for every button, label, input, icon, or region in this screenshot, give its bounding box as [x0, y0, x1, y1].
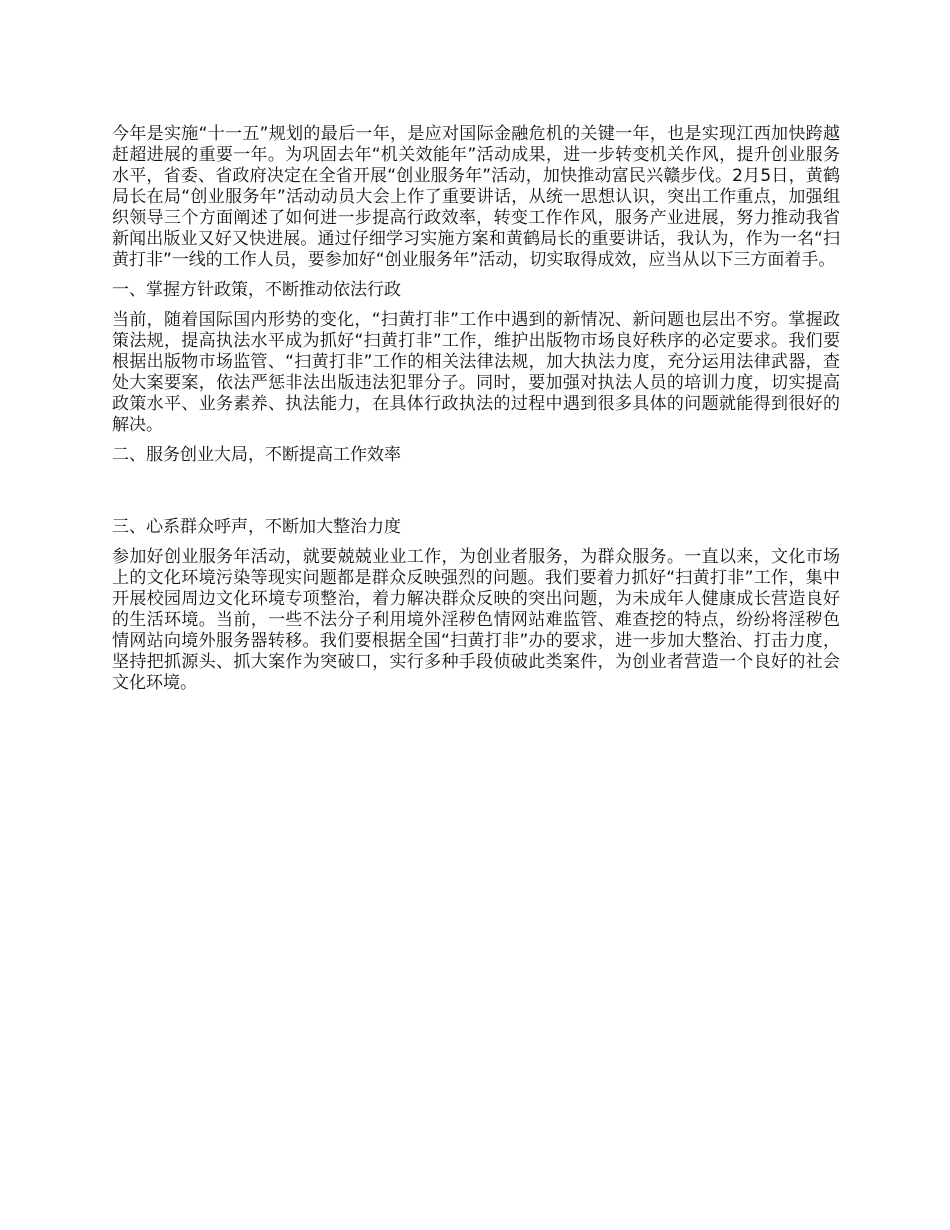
section-1-heading: 一、掌握方针政策，不断推动依法行政 [112, 280, 401, 300]
section-3-heading: 三、心系群众呼声，不断加大整治力度 [112, 517, 401, 537]
section-1-paragraph: 当前，随着国际国内形势的变化，“扫黄打非”工作中遇到的新情况、新问题也层出不穷。掌握政策法规，提高执法水平成为抓好“扫黄打非”工作，维护出版物市场良好秩序的必定要求。我们要根据出版物市场监管、“扫黄打非”工作的相关法律法规，加大执法力度，充分运用法律武器，查处大案要案，依法严惩非法出版违法犯罪分子。同时，要加强对执法人员的培训力度，切实提高政策水平、业务素养、执法能力，在具体行政执法的过程中遇到很多具体的问题就能得到很好的解决。 [112, 310, 840, 435]
section-2-heading: 二、服务创业大局，不断提高工作效率 [112, 445, 401, 465]
intro-paragraph: 今年是实施“十一五”规划的最后一年，是应对国际金融危机的关键一年，也是实现江西加快跨越赶超进展的重要一年。为巩固去年“机关效能年”活动成果，进一步转变机关作风，提升创业服务水平，省委、省政府决定在全省开展“创业服务年”活动，加快推动富民兴赣步伐。2月5日，黄鹤局长在局“创业服务年”活动动员大会上作了重要讲话，从统一思想认识，突出工作重点，加强组织领导三个方面阐述了如何进一步提高行政效率，转变工作作风，服务产业进展，努力推动我省新闻出版业又好又快进展。通过仔细学习实施方案和黄鹤局长的重要讲话，我认为，作为一名“扫黄打非”一线的工作人员，要参加好“创业服务年”活动，切实取得成效，应当从以下三方面着手。 [112, 124, 840, 270]
section-2-empty-body [112, 475, 840, 517]
document-page [112, 124, 840, 703]
section-3-paragraph: 参加好创业服务年活动，就要兢兢业业工作，为创业者服务，为群众服务。一直以来，文化市场上的文化环境污染等现实问题都是群众反映强烈的问题。我们要着力抓好“扫黄打非”工作，集中开展校园周边文化环境专项整治，着力解决群众反映的突出问题，为未成年人健康成长营造良好的生活环境。当前，一些不法分子利用境外淫秽色情网站难监管、难查挖的特点，纷纷将淫秽色情网站向境外服务器转移。我们要根据全国“扫黄打非”办的要求，进一步加大整治、打击力度，坚持把抓源头、抓大案作为突破口，实行多种手段侦破此类案件，为创业者营造一个良好的社会文化环境。 [112, 547, 840, 693]
